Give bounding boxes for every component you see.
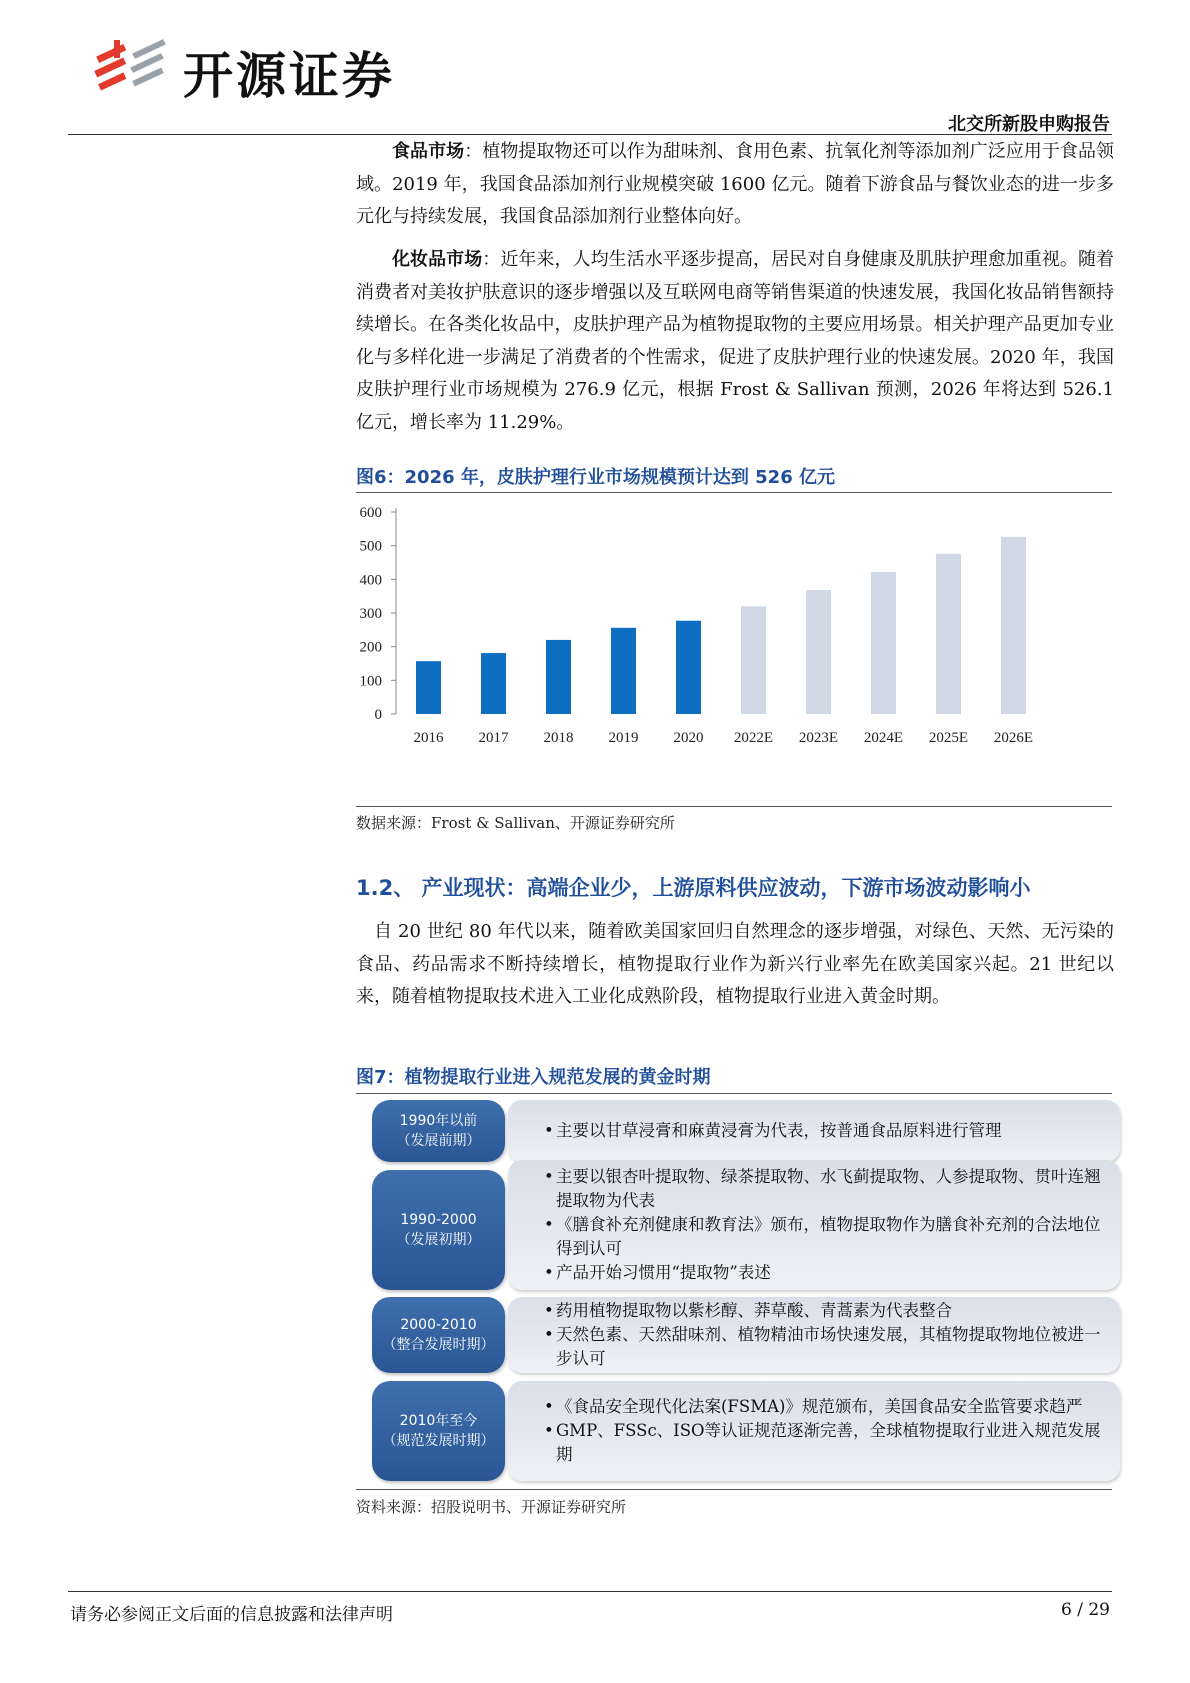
bar-2019 bbox=[611, 628, 636, 714]
figure-6-source: 数据来源：Frost & Sallivan、开源证券研究所 bbox=[356, 814, 675, 832]
footer-divider bbox=[68, 1591, 1112, 1592]
period-bullet: • 主要以银杏叶提取物、绿茶提取物、水飞蓟提取物、人参提取物、贯叶连翘提取物为代表 bbox=[546, 1165, 1104, 1213]
industry-paragraph: 自 20 世纪 80 年代以来，随着欧美国家回归自然理念的逐步增强，对绿色、天然、无污染的食品、药品需求不断持续增长，植物提取行业作为新兴行业率先在欧美国家兴起。21 世纪以来，随着植物提取技术进入工业化成熟阶段，植物提取行业进入黄金时期。 bbox=[356, 921, 1114, 1007]
figure-6-bar-chart bbox=[356, 498, 1112, 804]
x-tick-label: 2020 bbox=[673, 730, 704, 746]
period-bullet: • 《膳食补充剂健康和教育法》颁布，植物提取物作为膳食补充剂的合法地位得到认可 bbox=[546, 1213, 1104, 1261]
cosmetic-market-text: ：近年来，人均生活水平逐步提高，居民对自身健康及肌肤护理愈加重视。随着消费者对美妆护肤意识的逐步增强以及互联网电商等销售渠道的快速发展，我国化妆品销售额持续增长。在各类化妆品中，皮肤护理产品为植物提取物的主要应用场景。相关护理产品更加专业化与多样化进一步满足了消费者的个性需求，促进了皮肤护理行业的快速发展。2020 年，我国皮肤护理行业市场规模为 276.9 亿元，根据 Frost & Sallivan 预测，2026 年将达到 526.1 亿元，增长率为 11.29%。 bbox=[356, 249, 1115, 433]
period-years: 2010年至今 bbox=[399, 1413, 478, 1429]
period-label bbox=[372, 1170, 505, 1290]
period-stage: （规范发展时期） bbox=[382, 1433, 495, 1449]
figure-6-bottom-rule bbox=[356, 806, 1112, 807]
x-tick-label: 2024E bbox=[863, 730, 904, 746]
period-bullet: • GMP、FSSc、ISO等认证规范逐渐完善，全球植物提取行业进入规范发展期 bbox=[546, 1419, 1104, 1467]
page-number: 6 / 29 bbox=[1061, 1600, 1110, 1620]
bar-2018 bbox=[546, 640, 571, 714]
x-tick-label: 2019 bbox=[608, 730, 639, 746]
food-market-text: ：植物提取物还可以作为甜味剂、食用色素、抗氧化剂等添加剂广泛应用于食品领域。2019 年，我国食品添加剂行业规模突破 1600 亿元。随着下游食品与餐饮业态的进一步多元化与持续发展，我国食品添加剂行业整体向好。 bbox=[356, 141, 1115, 227]
figure-6-title: 图6：2026 年，皮肤护理行业市场规模预计达到 526 亿元 bbox=[356, 467, 835, 488]
brand-logo bbox=[92, 36, 172, 100]
bar-2017 bbox=[481, 653, 506, 714]
period-description bbox=[508, 1160, 1120, 1290]
cosmetic-market-lead: 化妆品市场 bbox=[392, 249, 483, 270]
period-stage: （发展初期） bbox=[396, 1232, 481, 1248]
period-label bbox=[372, 1297, 505, 1373]
period-bullet: • 《食品安全现代化法案(FSMA)》规范颁布，美国食品安全监管要求趋严 bbox=[546, 1395, 1104, 1419]
y-tick-label: 300 bbox=[359, 606, 382, 622]
x-tick-label: 2016 bbox=[413, 730, 444, 746]
section-heading: 1.2、 产业现状：高端企业少，上游原料供应波动，下游市场波动影响小 bbox=[356, 876, 1031, 900]
period-bullet: • 天然色素、天然甜味剂、植物精油市场快速发展，其植物提取物地位被进一步认可 bbox=[546, 1323, 1104, 1371]
period-stage: （整合发展时期） bbox=[382, 1337, 495, 1353]
period-description bbox=[508, 1381, 1120, 1481]
period-bullet: • 产品开始习惯用“提取物”表述 bbox=[546, 1261, 1104, 1285]
y-tick-label: 100 bbox=[359, 673, 382, 690]
report-type: 北交所新股申购报告 bbox=[948, 114, 1110, 135]
food-market-lead: 食品市场 bbox=[392, 141, 465, 162]
bar-2025e bbox=[936, 554, 961, 714]
x-tick-label: 2022E bbox=[733, 730, 774, 746]
period-description bbox=[508, 1297, 1120, 1373]
figure-6-top-rule bbox=[356, 492, 1112, 493]
x-tick-label: 2018 bbox=[543, 730, 574, 746]
x-tick-label: 2025E bbox=[928, 730, 969, 746]
figure-7-bottom-rule bbox=[356, 1489, 1112, 1490]
bar-2024e bbox=[871, 572, 896, 714]
bar-2026e bbox=[1001, 537, 1026, 714]
period-bullet: • 药用植物提取物以紫杉醇、莽草酸、青蒿素为代表整合 bbox=[546, 1299, 1104, 1323]
footer-disclaimer: 请务必参阅正文后面的信息披露和法律声明 bbox=[70, 1605, 393, 1625]
bar-2016 bbox=[416, 661, 441, 714]
figure-7-source: 资料来源：招股说明书、开源证券研究所 bbox=[356, 1498, 627, 1516]
period-label bbox=[372, 1381, 505, 1481]
period-years: 1990-2000 bbox=[400, 1212, 477, 1228]
y-tick-label: 0 bbox=[374, 707, 382, 723]
period-label bbox=[372, 1100, 505, 1162]
brand-name: 开源证券 bbox=[183, 47, 395, 105]
y-tick-label: 600 bbox=[359, 505, 382, 521]
bar-2020 bbox=[676, 621, 701, 714]
brand-logo-icon bbox=[92, 36, 172, 100]
x-tick-label: 2017 bbox=[478, 730, 509, 746]
header-divider bbox=[68, 134, 1112, 135]
period-years: 2000-2010 bbox=[400, 1317, 477, 1333]
period-years: 1990年以前 bbox=[399, 1113, 478, 1129]
period-bullet: • 主要以甘草浸膏和麻黄浸膏为代表，按普通食品原料进行管理 bbox=[546, 1119, 1104, 1143]
bar-2022e bbox=[741, 606, 766, 714]
food-market-paragraph bbox=[356, 136, 1114, 234]
period-stage: （发展前期） bbox=[396, 1133, 481, 1149]
cosmetic-market-paragraph bbox=[356, 244, 1114, 439]
x-tick-label: 2023E bbox=[798, 730, 839, 746]
y-tick-label: 500 bbox=[359, 538, 382, 555]
figure-7-title: 图7：植物提取行业进入规范发展的黄金时期 bbox=[356, 1067, 711, 1088]
bar-2023e bbox=[806, 590, 831, 714]
figure-7-top-rule bbox=[356, 1093, 1112, 1094]
x-tick-label: 2026E bbox=[993, 730, 1034, 746]
y-tick-label: 200 bbox=[359, 639, 382, 656]
y-tick-label: 400 bbox=[359, 572, 382, 589]
period-description bbox=[508, 1100, 1120, 1162]
